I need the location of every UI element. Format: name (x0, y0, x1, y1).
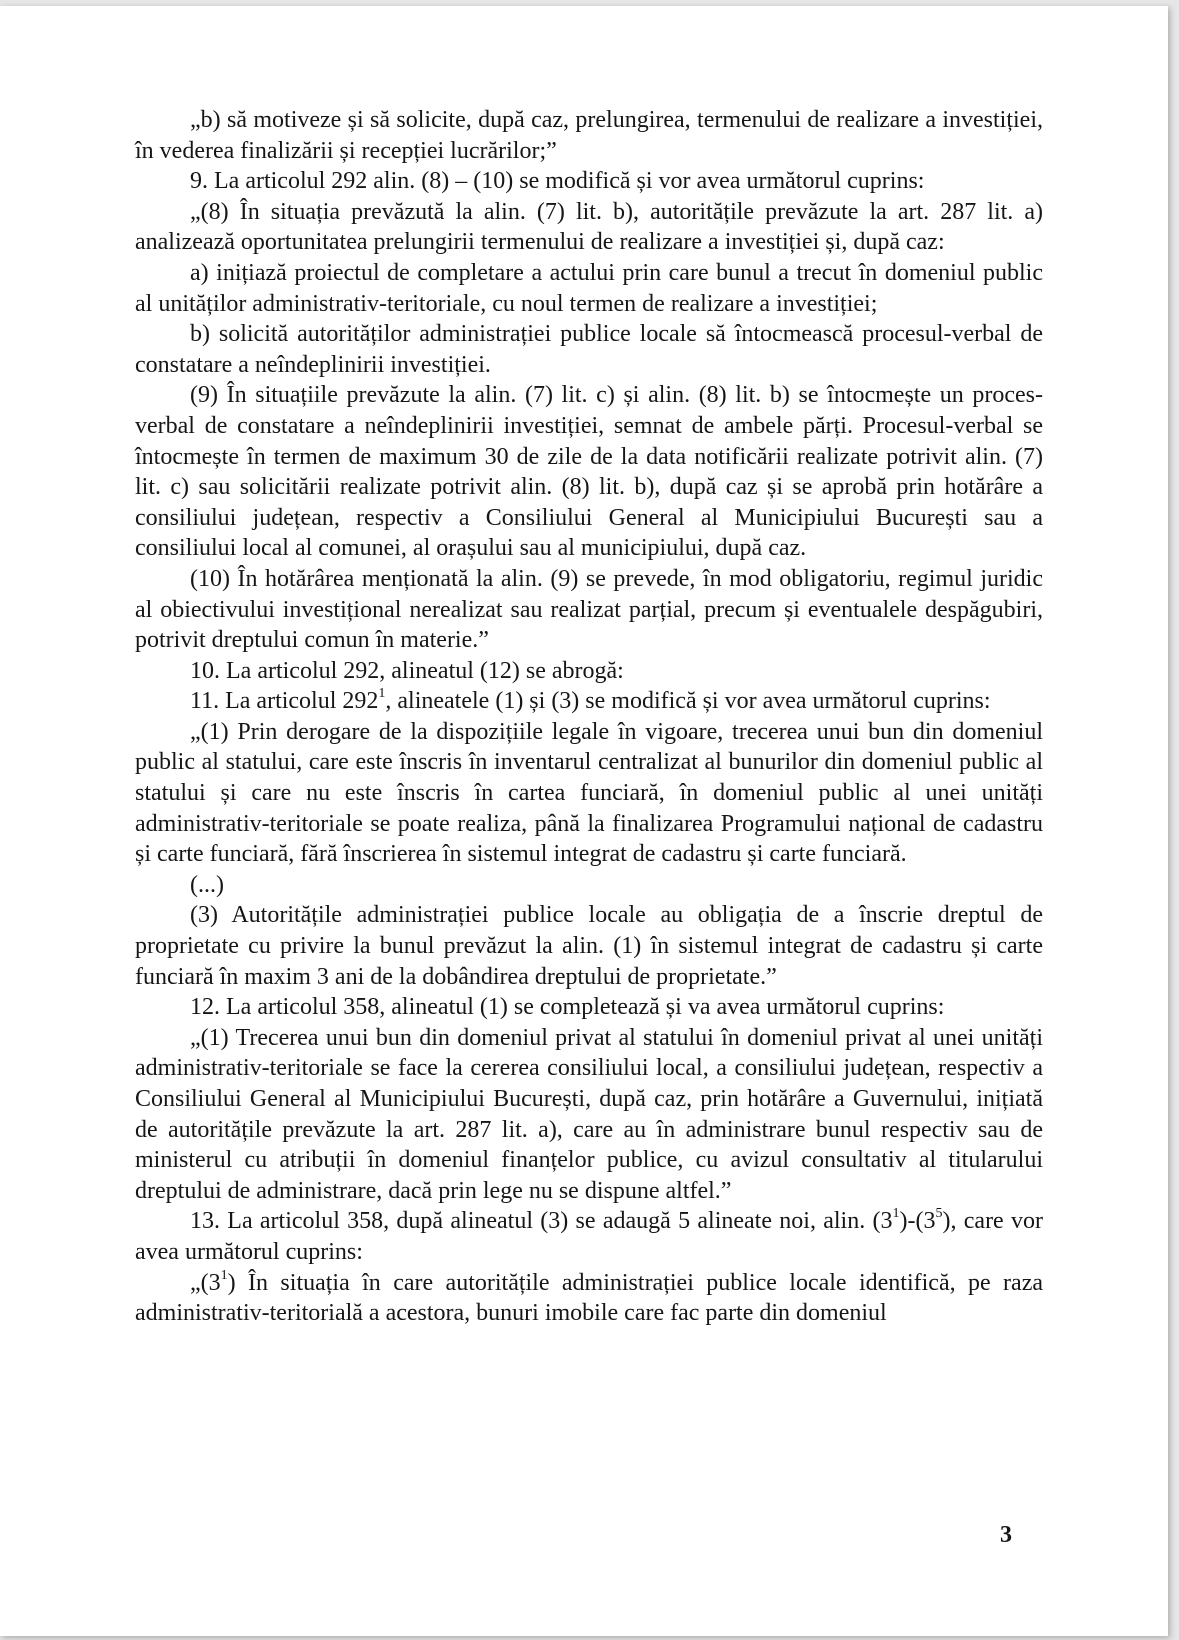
paragraph-new-alin-1: „(1) Prin derogare de la dispozițiile legale în vigoare, trecerea unui bun din domeniul public al statului, care este înscris în inventarul centralizat al bunurilor din domeniul public al statului și care nu este înscris în cartea funciară, în domeniul public al unei unități administrativ-teritoriale se poate realiza, până la finalizarea Programului național de cadastru și carte funciară, fără înscrierea în sistemul integrat de cadastru și carte funciară. (135, 718, 1043, 868)
paragraph-alin-8-a: a) inițiază proiectul de completare a actului prin care bunul a trecut în domeniul public al unităților administrativ-teritoriale, cu noul termen de realizare a investiției; (135, 259, 1043, 317)
text-run: ) În situația în care autoritățile administrației publice locale identifică, pe raza administrativ-teritorială a acestora, bunuri imobile care fac parte din domeniul (135, 1269, 1043, 1327)
text-run: , alineatele (1) și (3) se modifică și vor avea următorul cuprins: (385, 688, 991, 715)
paragraph-alin-9: (9) În situațiile prevăzute la alin. (7) lit. c) și alin. (8) lit. b) se întocmește un proces-verbal de constatare a neîndeplinirii investiției, semnat de ambele părți. Procesul-verbal se întocmește în termen de maximum 30 de zile de la data notificării realizate potrivit alin. (7) lit. c) sau solicitării realizate potrivit alin. (8) lit. b), după caz și se aprobă prin hotărâre a consiliului județean, respectiv a Consiliului General al Municipiului București sau a consiliului local al comunei, al orașului sau al municipiului, după caz. (135, 382, 1043, 562)
paragraph-alin-10: (10) În hotărârea menționată la alin. (9) se prevede, în mod obligatoriu, regimul juridic al obiectivului investițional nerealizat sau realizat parțial, precum și eventualele despăgubiri, potrivit dreptului comun în materie.” (135, 565, 1043, 654)
paragraph-new-alin-3: (3) Autoritățile administrației publice locale au obligația de a înscrie dreptul de proprietate cu privire la bunul prevăzut la alin. (1) în sistemul integrat de cadastru și carte funciară în maxim 3 ani de la dobândirea dreptului de proprietate.” (135, 902, 1043, 990)
superscript: 5 (935, 1206, 943, 1222)
text-run: ), care vor avea următorul cuprins: (135, 1208, 1043, 1265)
paragraph-alin-3-1 (135, 1268, 1043, 1329)
text-run: „(3 (190, 1269, 221, 1296)
paragraph-point-13 (135, 1206, 1043, 1267)
superscript: 1 (378, 686, 386, 702)
document-page (0, 6, 1168, 1636)
page-number: 3 (1000, 1522, 1012, 1548)
paragraph-alin-8-b: b) solicită autorităților administrației publice locale să întocmească procesul-verbal de constatare a neîndeplinirii investiției. (135, 321, 1043, 378)
text-run: )-(3 (899, 1208, 936, 1235)
paragraph-alin-8: „(8) În situația prevăzută la alin. (7) lit. b), autoritățile prevăzute la art. 287 lit. a) analizează oportunitatea prelungirii termenului de realizare a investiției și, după caz: (135, 198, 1043, 256)
paragraph-point-9: 9. La articolul 292 alin. (8) – (10) se modifică și vor avea următorul cuprins: (190, 168, 925, 195)
paragraph-point-12: 12. La articolul 358, alineatul (1) se completează și va avea următorul cuprins: (190, 994, 945, 1021)
superscript: 1 (220, 1267, 228, 1283)
paragraph-point-10: 10. La articolul 292, alineatul (12) se abrogă: (190, 657, 624, 684)
document-body (135, 105, 1043, 1329)
paragraph-ellipsis: (...) (190, 871, 224, 898)
text-run: 11. La articolul 292 (190, 688, 379, 715)
text-run: 13. La articolul 358, după alineatul (3) se adaugă 5 alineate noi, alin. (3 (190, 1208, 893, 1235)
paragraph-point-11 (135, 686, 1043, 717)
paragraph-art-358-alin-1: „(1) Trecerea unui bun din domeniul privat al statului în domeniul privat al unei unități administrativ-teritoriale se face la cererea consiliului local, a consiliului județean, respectiv a Consiliului General al Municipiului București, după caz, prin hotărâre a Guvernului, inițiată de autoritățile prevăzute la art. 287 lit. a), care au în administrare bunul respectiv sau de ministerul cu atribuții în domeniul finanțelor publice, cu avizul consultativ al titularului dreptului de administrare, dacă prin lege nu se dispune altfel.” (135, 1024, 1043, 1204)
paragraph-b-motiveze: „b) să motiveze și să solicite, după caz, prelungirea, termenului de realizare a investiției, în vederea finalizării și recepției lucrărilor;” (135, 107, 1043, 164)
superscript: 1 (892, 1206, 900, 1222)
